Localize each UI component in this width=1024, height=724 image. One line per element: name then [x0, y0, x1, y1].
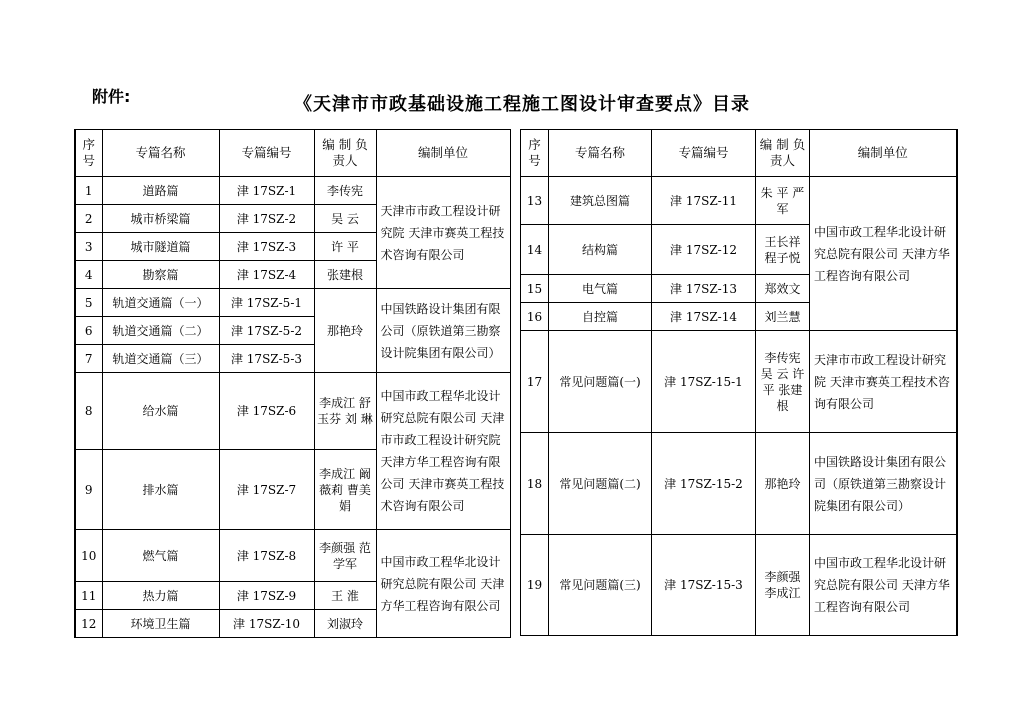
- group-unit: 中国市政工程华北设计研究总院有限公司 天津市市政工程设计研究院 天津方华工程咨询有限公司 天津市赛英工程技术咨询有限公司: [376, 373, 510, 530]
- row-name: 城市桥梁篇: [102, 205, 219, 233]
- row-code: 津 17SZ-7: [219, 450, 314, 530]
- row-person: 李颜强 范学军: [314, 530, 376, 582]
- page-title: 《天津市市政基础设施工程施工图设计审查要点》目录: [294, 94, 750, 115]
- row-person: 许 平: [314, 233, 376, 261]
- row-name: 道路篇: [102, 177, 219, 205]
- row-code: 津 17SZ-10: [219, 610, 314, 638]
- row-no: 7: [75, 345, 102, 373]
- row-no: 12: [75, 610, 102, 638]
- row-name: 轨道交通篇（三）: [102, 345, 219, 373]
- row-unit: 中国市政工程华北设计研究总院有限公司 天津方华工程咨询有限公司: [810, 535, 957, 636]
- row-name: 建筑总图篇: [549, 177, 652, 225]
- row-name: 电气篇: [549, 275, 652, 303]
- row-no: 17: [521, 331, 549, 433]
- row-unit: 中国铁路设计集团有限公司（原铁道第三勘察设计院集团有限公司）: [810, 433, 957, 535]
- row-name: 燃气篇: [102, 530, 219, 582]
- row-no: 3: [75, 233, 102, 261]
- row-no: 6: [75, 317, 102, 345]
- row-code: 津 17SZ-8: [219, 530, 314, 582]
- attachment-label: 附件:: [92, 87, 131, 106]
- header-code: 专篇编号: [219, 130, 314, 177]
- header-unit: 编制单位: [376, 130, 510, 177]
- group-unit: 中国市政工程华北设计研究总院有限公司 天津方华工程咨询有限公司: [376, 530, 510, 638]
- row-no: 11: [75, 582, 102, 610]
- row-code: 津 17SZ-13: [652, 275, 756, 303]
- row-person: 李成江 阚薇莉 曹美娟: [314, 450, 376, 530]
- row-name: 轨道交通篇（二）: [102, 317, 219, 345]
- row-code: 津 17SZ-4: [219, 261, 314, 289]
- row-code: 津 17SZ-6: [219, 373, 314, 450]
- row-name: 环境卫生篇: [102, 610, 219, 638]
- group-unit: 中国市政工程华北设计研究总院有限公司 天津方华工程咨询有限公司: [810, 177, 957, 331]
- header-name: 专篇名称: [549, 130, 652, 177]
- row-code: 津 17SZ-2: [219, 205, 314, 233]
- row-person: 李传宪: [314, 177, 376, 205]
- row-code: 津 17SZ-15-2: [652, 433, 756, 535]
- row-code: 津 17SZ-5-1: [219, 289, 314, 317]
- row-code: 津 17SZ-11: [652, 177, 756, 225]
- row-name: 轨道交通篇（一）: [102, 289, 219, 317]
- row-person: 刘淑玲: [314, 610, 376, 638]
- row-no: 18: [521, 433, 549, 535]
- row-person: 朱 平 严 军: [756, 177, 810, 225]
- row-unit: 天津市市政工程设计研究院 天津市赛英工程技术咨询有限公司: [810, 331, 957, 433]
- row-person: 郑效文: [756, 275, 810, 303]
- table-row: [75, 530, 510, 582]
- row-no: 9: [75, 450, 102, 530]
- row-name: 排水篇: [102, 450, 219, 530]
- group-person: 那艳玲: [314, 289, 376, 373]
- row-code: 津 17SZ-5-3: [219, 345, 314, 373]
- row-no: 8: [75, 373, 102, 450]
- row-person: 王长祥 程子悦: [756, 225, 810, 275]
- row-no: 5: [75, 289, 102, 317]
- row-code: 津 17SZ-3: [219, 233, 314, 261]
- row-person: 王 淮: [314, 582, 376, 610]
- group-unit: 天津市市政工程设计研究院 天津市赛英工程技术咨询有限公司: [376, 177, 510, 289]
- row-person: 那艳玲: [756, 433, 810, 535]
- row-no: 13: [521, 177, 549, 225]
- row-person: 张建根: [314, 261, 376, 289]
- row-no: 15: [521, 275, 549, 303]
- row-name: 勘察篇: [102, 261, 219, 289]
- row-code: 津 17SZ-1: [219, 177, 314, 205]
- row-code: 津 17SZ-12: [652, 225, 756, 275]
- row-no: 10: [75, 530, 102, 582]
- row-person: 刘兰慧: [756, 303, 810, 331]
- row-no: 1: [75, 177, 102, 205]
- row-name: 给水篇: [102, 373, 219, 450]
- table-row: [521, 177, 957, 225]
- row-person: 李传宪 吴 云 许 平 张建根: [756, 331, 810, 433]
- row-code: 津 17SZ-5-2: [219, 317, 314, 345]
- row-person: 吴 云: [314, 205, 376, 233]
- table-row: [75, 177, 510, 205]
- row-no: 16: [521, 303, 549, 331]
- table-header-row: [521, 130, 957, 177]
- row-name: 常见问题篇(二): [549, 433, 652, 535]
- row-person: 李颜强 李成江: [756, 535, 810, 636]
- header-code: 专篇编号: [652, 130, 756, 177]
- table-row: [75, 373, 510, 450]
- row-code: 津 17SZ-9: [219, 582, 314, 610]
- table-row: [521, 331, 957, 433]
- right-catalog-table: [520, 129, 958, 636]
- row-name: 自控篇: [549, 303, 652, 331]
- row-name: 常见问题篇(三): [549, 535, 652, 636]
- table-row: [521, 535, 957, 636]
- header-unit: 编制单位: [810, 130, 957, 177]
- header-seq: 序号: [521, 130, 549, 177]
- header-name: 专篇名称: [102, 130, 219, 177]
- header-seq: 序号: [75, 130, 102, 177]
- row-code: 津 17SZ-14: [652, 303, 756, 331]
- group-unit: 中国铁路设计集团有限公司（原铁道第三勘察设计院集团有限公司）: [376, 289, 510, 373]
- table-row: [75, 289, 510, 317]
- header-person: 编 制 负责人: [314, 130, 376, 177]
- header-person: 编 制 负责人: [756, 130, 810, 177]
- row-no: 4: [75, 261, 102, 289]
- row-name: 常见问题篇(一): [549, 331, 652, 433]
- left-catalog-table: [74, 129, 511, 638]
- row-no: 2: [75, 205, 102, 233]
- row-no: 19: [521, 535, 549, 636]
- row-code: 津 17SZ-15-1: [652, 331, 756, 433]
- row-code: 津 17SZ-15-3: [652, 535, 756, 636]
- row-name: 结构篇: [549, 225, 652, 275]
- row-no: 14: [521, 225, 549, 275]
- row-person: 李成江 舒玉芬 刘 琳: [314, 373, 376, 450]
- row-name: 热力篇: [102, 582, 219, 610]
- table-row: [521, 433, 957, 535]
- table-header-row: [75, 130, 510, 177]
- row-name: 城市隧道篇: [102, 233, 219, 261]
